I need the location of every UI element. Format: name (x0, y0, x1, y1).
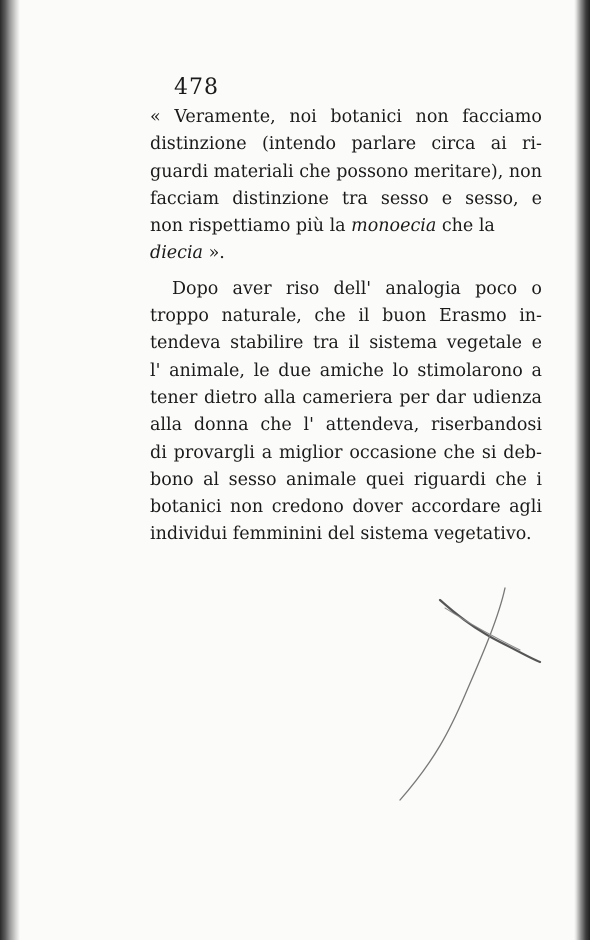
word: occasione (349, 442, 437, 463)
word: naturale, (221, 306, 302, 327)
word: circa (431, 134, 476, 155)
word: attendeva, (325, 415, 420, 436)
italic-term-monoecia: monoecia (351, 216, 437, 237)
word: materiali (213, 161, 294, 182)
word: troppo (150, 306, 209, 327)
word: riso (285, 278, 320, 299)
word: poco (475, 278, 518, 299)
word: a (531, 360, 542, 381)
word: che (314, 306, 346, 327)
word: l' (303, 415, 314, 436)
word: lo (392, 360, 409, 381)
word: ai (490, 134, 507, 155)
word: ri- (522, 134, 542, 155)
word: animale (286, 469, 357, 490)
word: distinzione (150, 134, 247, 155)
pencil-cross-mark (380, 580, 550, 810)
text-line (150, 412, 542, 439)
word: possono (336, 161, 409, 182)
word: botanici (150, 497, 222, 518)
italic-term-diecia: diecia (150, 243, 203, 264)
word: riguardi (413, 469, 486, 490)
word: aver (232, 278, 272, 299)
word: al (203, 469, 220, 490)
word: « (150, 107, 161, 127)
word: che (495, 469, 527, 490)
word: dietro (204, 387, 258, 408)
text-line (150, 240, 542, 267)
text-line (150, 330, 542, 357)
word: analogia (385, 278, 461, 299)
word: agli (509, 497, 542, 518)
word: dover (352, 497, 403, 518)
word: tener (150, 387, 198, 408)
page-edge-right (574, 0, 590, 940)
word: di (150, 442, 167, 463)
text-line (150, 104, 542, 131)
word: credono (271, 497, 344, 518)
word: a (261, 442, 273, 463)
text-line (150, 521, 542, 548)
word: udienza (472, 387, 542, 408)
word: deb- (503, 442, 542, 463)
page-number: 478 (174, 75, 219, 100)
word: facciamo (462, 107, 542, 127)
text-line (150, 385, 542, 412)
word: che (443, 442, 475, 463)
word: e (531, 333, 542, 354)
word: alla (150, 415, 183, 436)
word: per (399, 387, 430, 408)
text-line (150, 131, 542, 158)
word: l' (150, 360, 161, 381)
word: sesso (228, 469, 277, 490)
word: guardi (150, 161, 209, 182)
word: meritare), (413, 161, 504, 182)
text-line (150, 467, 542, 494)
word: tendeva (150, 333, 221, 354)
word: provargli (173, 442, 255, 463)
word: sesso (380, 188, 429, 209)
word: si (481, 442, 497, 463)
word: le (253, 360, 270, 381)
word: dell' (333, 278, 372, 299)
word: o (531, 278, 542, 299)
text-line (150, 358, 542, 385)
text-line (150, 159, 542, 186)
word: Erasmo (438, 306, 507, 327)
word: cameriera (302, 387, 393, 408)
line-text: individui femminini del sistema vegetativo. (150, 524, 532, 545)
word: botanici (330, 107, 402, 127)
line-text: non rispettiamo più la (150, 216, 352, 237)
text-line (150, 494, 542, 521)
word: animale, (169, 360, 245, 381)
word: donna (193, 415, 249, 436)
word: i (536, 469, 542, 490)
word: tra (341, 188, 368, 209)
word: e (441, 188, 453, 209)
word: quei (365, 469, 405, 490)
word: bono (150, 469, 194, 490)
word: facciam (150, 188, 220, 209)
text-line (150, 440, 542, 467)
word: non (508, 161, 542, 182)
word: parlare (351, 134, 417, 155)
word: distinzione (232, 188, 329, 209)
word: e (531, 188, 542, 209)
word: vegetale (446, 333, 523, 354)
word: stabilire (230, 333, 304, 354)
word: miglior (279, 442, 343, 463)
word: che (299, 161, 331, 182)
word: accordare (411, 497, 501, 518)
line-text: che la (436, 216, 495, 237)
word: che (260, 415, 292, 436)
word: (intendo (261, 134, 337, 155)
word: non (415, 107, 449, 127)
word: tra (312, 333, 339, 354)
word: sistema (369, 333, 438, 354)
word: il (358, 306, 370, 327)
word: dar (435, 387, 466, 408)
text-line (150, 213, 542, 240)
body-text (150, 104, 542, 549)
word: in- (519, 306, 542, 327)
word: stimolarono (417, 360, 523, 381)
word: buon (382, 306, 427, 327)
word: Veramente, (174, 107, 276, 127)
line-text: ». (203, 243, 225, 264)
word: non (230, 497, 264, 518)
text-line (150, 276, 542, 303)
text-line (150, 303, 542, 330)
word: Dopo (172, 278, 219, 299)
word: il (348, 333, 360, 354)
text-line (150, 186, 542, 213)
binding-edge-left (0, 0, 20, 940)
word: due (278, 360, 312, 381)
word: sesso, (465, 188, 519, 209)
word: amiche (319, 360, 384, 381)
word: noi (289, 107, 317, 127)
word: alla (263, 387, 296, 408)
word: riserbandosi (431, 415, 542, 436)
